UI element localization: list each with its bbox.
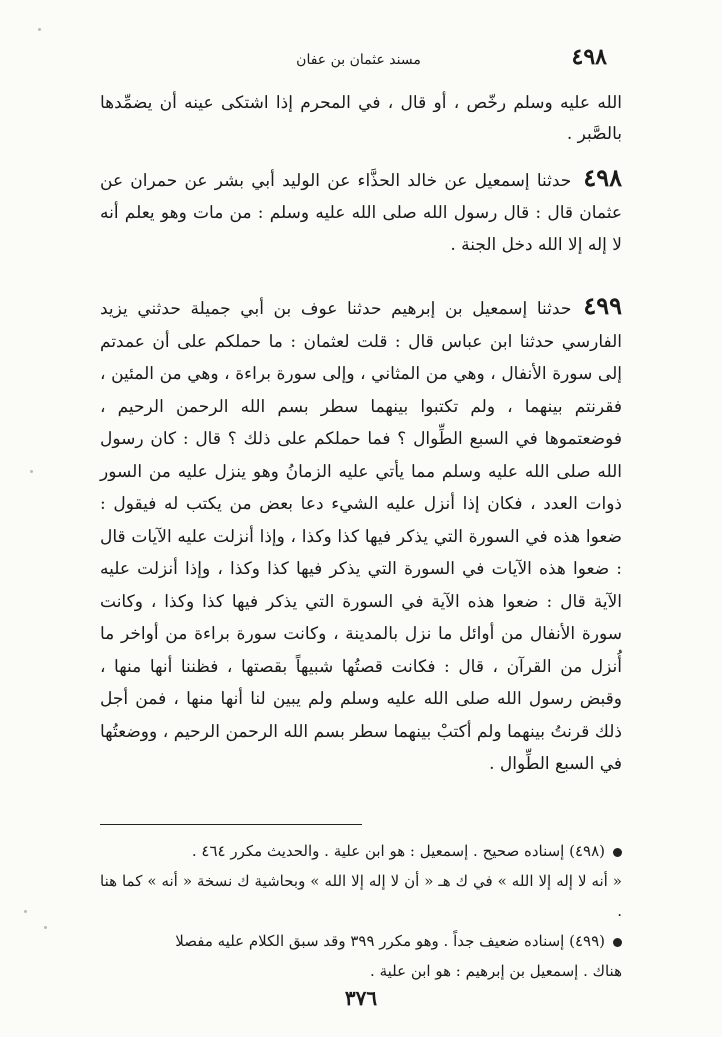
footnote-line: « أنه لا إله إلا الله » في ك هـ « أن لا إله إلا الله » وبحاشية ك نسخة « أنه » كما هنا . (100, 872, 622, 920)
footnote-line: هناك . إسمعيل بن إبرهيم : هو ابن علية . (370, 962, 622, 980)
footnote-divider (100, 824, 362, 825)
paper-speck (44, 926, 47, 929)
paper-speck (24, 910, 27, 913)
running-title: مسند عثمان بن عفان (296, 52, 421, 68)
paper-speck (38, 28, 41, 31)
footnote-line: (٤٩٨) إسناده صحيح . إسمعيل : هو ابن علية . والحديث مكرر ٤٦٤ . (100, 836, 622, 866)
running-header (110, 44, 607, 78)
carryover-paragraph: الله عليه وسلم رخّص ، أو قال ، في المحرم إذا اشتكى عينه أن يضمِّدها بالصَّبر . (100, 93, 622, 144)
hadith-text: حدثنا إسمعيل عن خالد الحذَّاء عن الوليد أبي بشر عن حمران عن عثمان قال : قال رسول الله صلى الله عليه وسلم : من مات وهو يعلم أنه لا إله إلا الله دخل الجنة . (100, 171, 622, 255)
header-page-number: ٤٩٨ (571, 44, 607, 70)
bullet-icon (613, 848, 622, 857)
bullet-icon (613, 938, 622, 947)
footnote-line: (٤٩٩) إسناده ضعيف جداً . وهو مكرر ٣٩٩ وقد سبق الكلام عليه مفصلا (100, 926, 622, 956)
hadith-text: حدثنا إسمعيل بن إبرهيم حدثنا عوف بن أبي جميلة حدثني يزيد الفارسي حدثنا ابن عباس قال : قلت لعثمان : ما حملكم على أن عمدتم إلى سورة الأنفال ، وهي من المثاني ، وإلى سورة براءة ، وهي من المئين ، فقرنتم بينهما ، ولم تكتبوا بينهما سطر بسم الله الرحمن الرحيم ، فوضعتموها في السبع الطِّوال ؟ فما حملكم على ذلك ؟ قال : كان رسول الله صلى الله عليه وسلم مما يأتي عليه الزمانُ وهو ينزل عليه من السور ذوات العدد ، فكان إذا أنزل عليه الشيء دعا بعض من يكتب له فيقول : ضعوا هذه في السورة التي يذكر فيها كذا وكذا ، وإذا أنزلت عليه الآيات قال : ضعوا هذه الآيات في السورة التي يذكر فيها كذا وكذا ، وإذا أنزلت عليه الآية قال : ضعوا هذه الآية في السورة التي يذكر فيها كذا وكذا ، وكانت سورة الأنفال من أوائل ما نزل بالمدينة ، وكانت سورة براءة من أواخر ما أُنزل من القرآن ، قال : فكانت قصتُها شبيهاً بقصتها ، فظننا أنها منها ، وقبض رسول الله صلى الله عليه وسلم ولم يبين لنا أنها منها ، فمن أجل ذلك قرنتُ بينهما ولم أكتبْ بينهما سطر بسم الله الرحمن الرحيم ، ووضعتُها في السبع الطِّوال . (100, 299, 622, 774)
footnotes (100, 836, 622, 986)
hadith-number: ٤٩٩ (583, 291, 622, 320)
footer-page-number: ٣٧٦ (344, 986, 378, 1010)
hadith-498 (100, 162, 622, 261)
hadith-number: ٤٩٨ (583, 163, 622, 192)
paper-speck (30, 470, 33, 473)
hadith-499 (100, 290, 622, 781)
